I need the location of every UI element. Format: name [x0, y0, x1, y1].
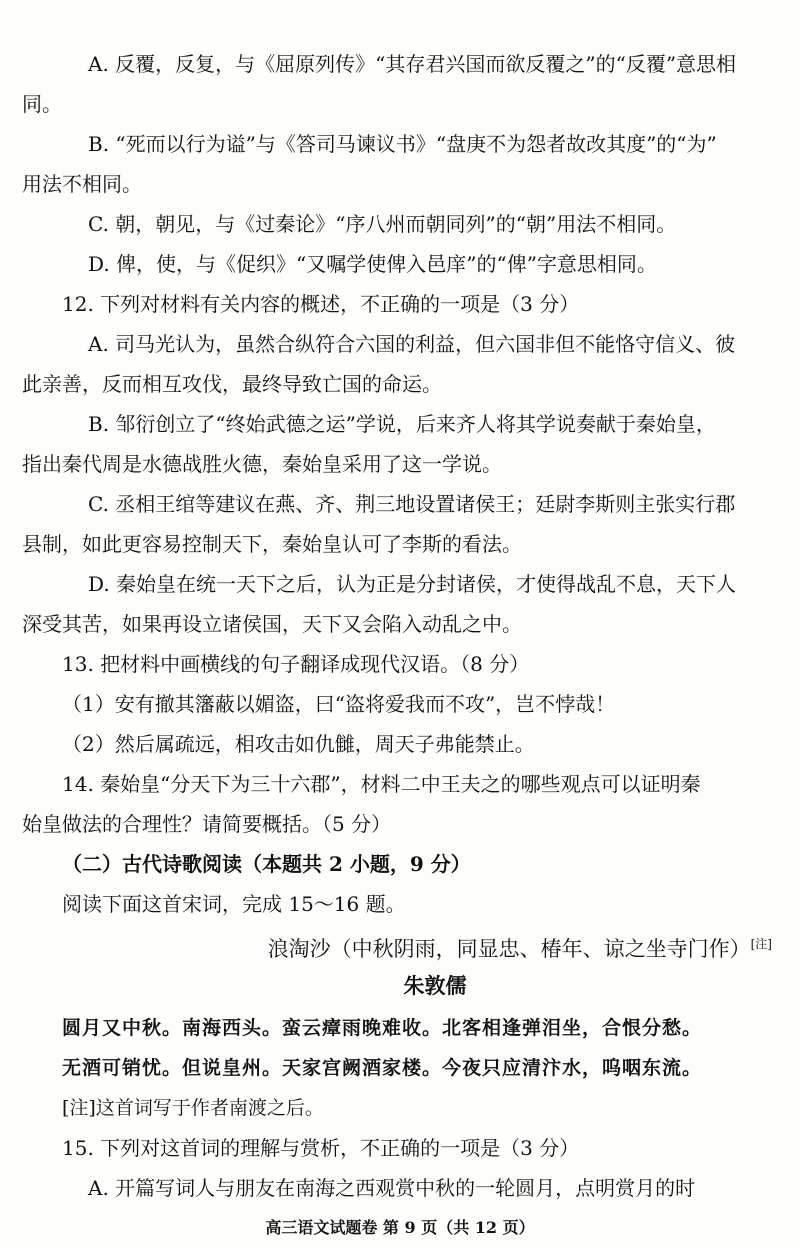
question-13: 13. 把材料中画横线的句子翻译成现代汉语。（8 分） — [62, 652, 530, 676]
q12-option-c-line-1: C. 丞相王绾等建议在燕、齐、荆三地设置诸侯王；廷尉李斯则主张实行郡 — [88, 492, 736, 516]
q12-option-c-line-2: 县制，如此更容易控制天下，秦始皇认可了李斯的看法。 — [22, 532, 522, 556]
q12-option-b-line-2: 指出秦代周是水德战胜火德，秦始皇采用了这一学说。 — [22, 452, 502, 476]
q12-option-b-line-1: B. 邹衍创立了“终始武德之运”学说，后来齐人将其学说奏献于秦始皇， — [88, 412, 716, 436]
q12-option-d-line-2: 深受其苦，如果再设立诸侯国，天下又会陷入动乱之中。 — [22, 612, 522, 636]
question-12: 12. 下列对材料有关内容的概述，不正确的一项是（3 分） — [62, 292, 580, 316]
poem-note: [注]这首词写于作者南渡之后。 — [62, 1097, 324, 1119]
poem-author: 朱敦儒 — [403, 973, 467, 998]
option-a-line-1: A. 反覆，反复，与《屈原列传》“其存君兴国而欲反覆之”的“反覆”意思相 — [88, 52, 737, 76]
poem-line-1: 圆月又中秋。南海西头。蛮云瘴雨晚难收。北客相逢弹泪坐，合恨分愁。 — [62, 1017, 703, 1039]
question-15: 15. 下列对这首词的理解与赏析，不正确的一项是（3 分） — [62, 1136, 580, 1160]
page-footer: 高三语文试题卷 第 9 页（共 12 页） — [265, 1218, 535, 1237]
option-b-line-2: 用法不相同。 — [22, 172, 142, 196]
q15-option-a-line-1: A. 开篇写词人与朋友在南海之西观赏中秋的一轮圆月，点明赏月的时 — [88, 1176, 696, 1200]
q12-option-a-line-1: A. 司马光认为，虽然合纵符合六国的利益，但六国非但不能恪守信义、彼 — [88, 332, 736, 356]
option-d-line: D. 俾，使，与《促织》“又嘱学使俾入邑庠”的“俾”字意思相同。 — [88, 252, 657, 276]
option-b-line-1: B. “死而以行为谥”与《答司马谏议书》“盘庚不为怨者故改其度”的“为” — [88, 132, 717, 156]
poetry-instruction: 阅读下面这首宋词，完成 15～16 题。 — [62, 892, 406, 916]
poem-line-2: 无酒可销忧。但说皇州。天家宫阙酒家楼。今夜只应清汴水，呜咽东流。 — [62, 1057, 703, 1079]
option-c-line: C. 朝，朝见，与《过秦论》“序八州而朝同列”的“朝”用法不相同。 — [88, 212, 677, 236]
q12-option-a-line-2: 此亲善，反而相互攻伐，最终导致亡国的命运。 — [22, 372, 442, 396]
question-14-line-1: 14. 秦始皇“分天下为三十六郡”，材料二中王夫之的哪些观点可以证明秦 — [62, 772, 701, 796]
poem-note-mark: [注] — [750, 937, 772, 951]
question-14-line-2: 始皇做法的合理性？请简要概括。（5 分） — [22, 812, 392, 836]
section-heading-poetry: （二）古代诗歌阅读（本题共 2 小题，9 分） — [62, 852, 471, 876]
poem-title-text: 浪淘沙（中秋阴雨，同显忠、椿年、谅之坐寺门作） — [267, 937, 751, 961]
q12-option-d-line-1: D. 秦始皇在统一天下之后，认为正是分封诸侯，才使得战乱不息，天下人 — [88, 572, 737, 596]
q13-item-1: （1）安有撤其籓蔽以媚盗，曰“盗将爱我而不攻”，岂不悖哉！ — [62, 692, 616, 716]
q13-item-2: （2）然后属疏远，相攻击如仇雠，周天子弗能禁止。 — [62, 732, 535, 756]
poem-title — [0, 930, 800, 963]
option-a-line-2: 同。 — [22, 92, 62, 116]
